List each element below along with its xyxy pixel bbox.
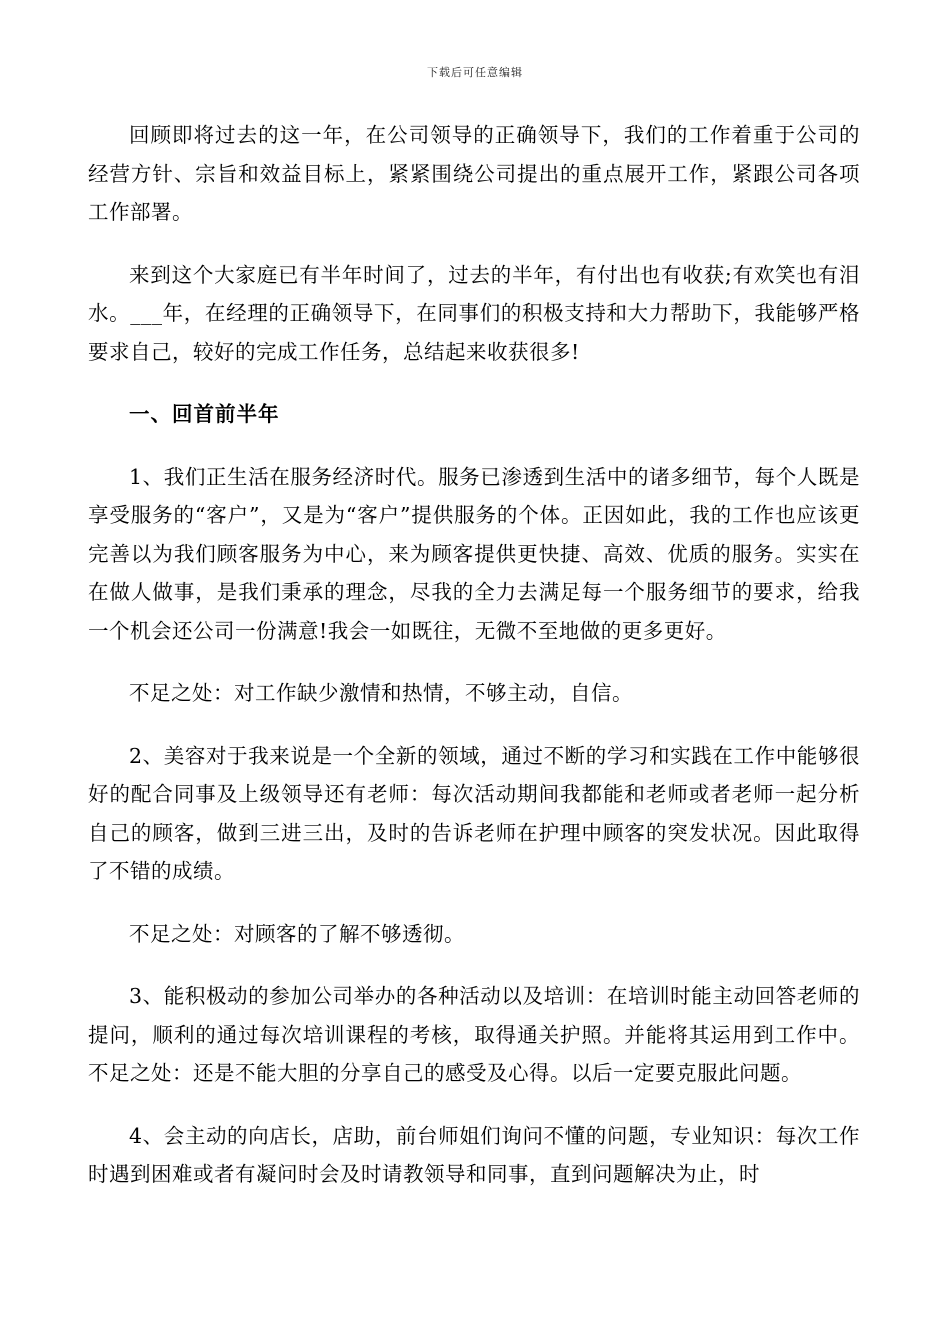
page-header-note: 下载后可任意编辑 bbox=[427, 66, 523, 79]
paragraph-intro: 回顾即将过去的这一年，在公司领导的正确领导下，我们的工作着重于公司的经营方针、宗旨和效益目标上，紧紧围绕公司提出的重点展开工作，紧跟公司各项工作部署。 bbox=[88, 123, 860, 224]
paragraph-item-4: 4、会主动的向店长，店助，前台师姐们询问不懂的问题，专业知识：每次工作时遇到困难或者有凝问时会及时请教领导和同事，直到问题解决为止，时 bbox=[88, 1123, 860, 1186]
paragraph-item-2: 2、美容对于我来说是一个全新的领域，通过不断的学习和实践在工作中能够很好的配合同事及上级领导还有老师：每次活动期间我都能和老师或者老师一起分析自己的顾客，做到三进三出，及时的告诉老师在护理中顾客的突发状况。因此取得了不错的成绩。 bbox=[88, 743, 860, 883]
paragraph-item-1: 1、我们正生活在服务经济时代。服务已渗透到生活中的诸多细节，每个人既是享受服务的“客户”，又是为“客户”提供服务的个体。正因如此，我的工作也应该更完善以为我们顾客服务为中心，来为顾客提供更快捷、高效、优质的服务。实实在在做人做事，是我们秉承的理念，尽我的全力去满足每一个服务细节的要求，给我一个机会还公司一份满意!我会一如既往，无微不至地做的更多更好。 bbox=[88, 464, 860, 643]
paragraph-half-year: 来到这个大家庭已有半年时间了，过去的半年，有付出也有收获;有欢笑也有泪水。___年，在经理的正确领导下，在同事们的积极支持和大力帮助下，我能够严格要求自己，较好的完成工作任务，总结起来收获很多! bbox=[88, 262, 860, 364]
paragraph-item-3: 3、能积极动的参加公司举办的各种活动以及培训：在培训时能主动回答老师的提问，顺利的通过每次培训课程的考核，取得通关护照。并能将其运用到工作中。不足之处：还是不能大胆的分享自己的感受及心得。以后一定要克服此问题。 bbox=[88, 984, 860, 1085]
document-body bbox=[88, 116, 860, 1194]
section-heading: 一、回首前半年 bbox=[129, 402, 280, 426]
paragraph-shortcoming-2: 不足之处：对顾客的了解不够透彻。 bbox=[129, 921, 465, 946]
paragraph-shortcoming-1: 不足之处：对工作缺少激情和热情，不够主动，自信。 bbox=[129, 681, 633, 705]
